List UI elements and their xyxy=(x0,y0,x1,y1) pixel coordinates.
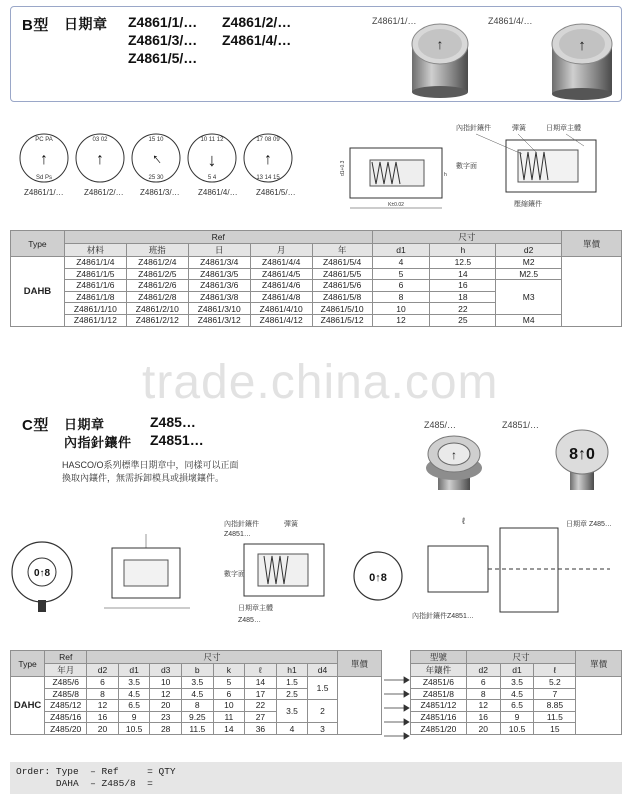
c-label-z485: Z485… xyxy=(238,617,261,624)
table-cell: Z4861/1/5 xyxy=(64,268,126,280)
table-cell: 28 xyxy=(150,723,182,735)
table-cell: 8.85 xyxy=(534,700,576,712)
table-cell: 6.5 xyxy=(500,700,534,712)
table-cell: 16 xyxy=(466,711,500,723)
b-code-2: Z4861/2/… xyxy=(222,14,292,30)
table-cell: Z4861/1/4 xyxy=(64,257,126,269)
svg-text:↑: ↑ xyxy=(451,448,457,462)
b-label-spring: 彈簧 xyxy=(512,125,526,132)
table-cell: 10 xyxy=(150,677,182,689)
table-cell: M2.5 xyxy=(496,268,562,280)
table-row xyxy=(11,268,622,280)
c-insert-text: 8↑0 xyxy=(569,446,595,463)
table-cell: 8 xyxy=(181,700,213,712)
c-side-diagram xyxy=(94,528,206,624)
b-label-inner-pointer: 內指針鑲件 xyxy=(456,125,491,132)
b-dim-d1: d1+0.3 xyxy=(340,160,346,176)
table-cell: 2 xyxy=(308,700,337,723)
table-cell: 5 xyxy=(213,677,245,689)
c-label-inner-stamp: 內指針鑲件Z4851… xyxy=(412,613,474,620)
b-dial-2 xyxy=(76,134,124,182)
table-cell: Z4851/6 xyxy=(411,677,467,689)
table-cell: 1.5 xyxy=(276,677,308,689)
table-cell: Z4861/2/8 xyxy=(126,291,188,303)
table-cell: 10.5 xyxy=(500,723,534,735)
c-sub-d3: d3 xyxy=(150,664,182,677)
table-cell: 3 xyxy=(308,723,337,735)
b-cross-section-diagram xyxy=(340,138,452,214)
table-cell: 11.5 xyxy=(181,723,213,735)
table-cell: Z4851/12 xyxy=(411,700,467,712)
b-dial-caption-5: Z4861/5/… xyxy=(256,188,296,197)
table-cell: Z4861/5/8 xyxy=(312,291,372,303)
table-cell: M4 xyxy=(496,314,562,326)
b-dim-h: h xyxy=(444,172,447,178)
table-cell: 7 xyxy=(534,688,576,700)
table-cell: 14 xyxy=(430,268,496,280)
b-dial-caption-4: Z4861/4/… xyxy=(198,188,238,197)
table-cell: 6 xyxy=(87,677,119,689)
table-cell: Z4861/3/5 xyxy=(188,268,250,280)
svg-text:17 08 09: 17 08 09 xyxy=(256,137,280,143)
table-cell: 12 xyxy=(372,314,430,326)
b-spec-table xyxy=(10,230,622,327)
table-cell: Z4861/4/5 xyxy=(250,268,312,280)
table-cell: Z4861/2/4 xyxy=(126,257,188,269)
table-cell: 12 xyxy=(150,688,182,700)
c-description-2: 換取內鑲件，無需拆卸模具或損壞鑲件。 xyxy=(62,473,225,483)
table-cell: Z4861/5/10 xyxy=(312,303,372,315)
table-cell: 3.5 xyxy=(181,677,213,689)
table-cell: Z4861/2/5 xyxy=(126,268,188,280)
table-cell: 4 xyxy=(372,257,430,269)
table-cell: 20 xyxy=(87,723,119,735)
b-dial-3 xyxy=(132,134,180,182)
table-cell: 27 xyxy=(245,711,277,723)
svg-text:Sd Ps: Sd Ps xyxy=(35,175,53,181)
b-code-4: Z4861/4/… xyxy=(222,32,292,48)
table-cell: 3.5 xyxy=(118,677,150,689)
table-cell: Z4861/5/12 xyxy=(312,314,372,326)
table-row xyxy=(411,677,622,689)
b-th-ref: Ref xyxy=(64,231,372,244)
b-dial-caption-2: Z4861/2/… xyxy=(84,188,124,197)
b-sub-d1: d1 xyxy=(372,244,430,257)
table-cell: Z4861/1/10 xyxy=(64,303,126,315)
table-cell: 23 xyxy=(150,711,182,723)
c-r-sub-l: ℓ xyxy=(534,664,576,677)
table-cell: Z4861/5/6 xyxy=(312,280,372,292)
svg-text:25 30: 25 30 xyxy=(148,175,164,181)
c-spec-table-left xyxy=(10,650,382,735)
table-cell: Z485/8 xyxy=(45,688,87,700)
c-sub-d2: d2 xyxy=(87,664,119,677)
table-cell: 4.5 xyxy=(500,688,534,700)
c-insert-front-text: 0↑8 xyxy=(369,572,387,584)
c-r-sub-insert: 年鑲件 xyxy=(411,664,467,677)
c-label-dim-l: ℓ xyxy=(462,516,465,526)
b-sub-h: h xyxy=(430,244,496,257)
table-cell: Z4861/1/12 xyxy=(64,314,126,326)
table-cell: Z4861/3/10 xyxy=(188,303,250,315)
order-line-2: DAHA – Z485/8 = xyxy=(16,778,153,789)
table-cell: 18 xyxy=(430,291,496,303)
table-cell: 11 xyxy=(213,711,245,723)
b-photo-caption-2: Z4861/4/… xyxy=(488,16,533,26)
svg-text:PC PA: PC PA xyxy=(35,137,53,143)
c-line1-code: Z485… xyxy=(150,414,196,430)
table-cell: 4.5 xyxy=(118,688,150,700)
table-cell: 16 xyxy=(430,280,496,292)
c-photo-caption-1: Z485/… xyxy=(424,420,457,430)
table-cell: Z4851/8 xyxy=(411,688,467,700)
table-cell: Z4861/3/12 xyxy=(188,314,250,326)
table-cell: 9.25 xyxy=(181,711,213,723)
c-type-label: C型 xyxy=(22,417,49,434)
table-cell: M2 xyxy=(496,257,562,269)
table-cell: M3 xyxy=(496,280,562,315)
table-cell: 6.5 xyxy=(118,700,150,712)
b-dial-caption-1: Z4861/1/… xyxy=(24,188,64,197)
c-label-z4851: Z4851… xyxy=(224,531,251,538)
b-dial-row xyxy=(18,128,318,192)
table-cell: 9 xyxy=(500,711,534,723)
table-cell: 12.5 xyxy=(430,257,496,269)
c-label-inner-pointer: 內指針鑲件 xyxy=(224,521,259,528)
svg-text:↑: ↑ xyxy=(96,151,104,168)
b-dial-1 xyxy=(20,134,68,182)
row-arrows xyxy=(382,674,410,750)
c-sub-d4: d4 xyxy=(308,664,337,677)
table-cell: Z4861/4/12 xyxy=(250,314,312,326)
c-label-date-stamp: 日期章 Z485… xyxy=(566,521,612,528)
svg-text:13 14 15: 13 14 15 xyxy=(256,175,280,181)
b-label-numeral: 數字面 xyxy=(456,163,477,170)
table-cell: Z485/12 xyxy=(45,700,87,712)
table-cell: 4 xyxy=(276,723,308,735)
table-cell: 22 xyxy=(430,303,496,315)
svg-text:5 4: 5 4 xyxy=(207,175,217,181)
table-cell: 20 xyxy=(150,700,182,712)
c-insert-front xyxy=(350,548,412,610)
table-cell: Z4861/3/8 xyxy=(188,291,250,303)
table-cell: 11.5 xyxy=(534,711,576,723)
b-stamp-photo-1 xyxy=(400,22,480,102)
b-dial-caption-3: Z4861/3/… xyxy=(140,188,180,197)
table-cell: Z4851/20 xyxy=(411,723,467,735)
watermark-text: trade.china.com xyxy=(142,356,499,409)
table-cell: 8 xyxy=(466,688,500,700)
c-stamp-photo-1 xyxy=(420,430,492,496)
table-cell: 15 xyxy=(534,723,576,735)
svg-text:15 10: 15 10 xyxy=(148,137,164,143)
table-row xyxy=(11,677,382,689)
b-type-label: B型 xyxy=(22,17,49,34)
b-code-5: Z4861/5/… xyxy=(128,50,198,66)
table-cell: 8 xyxy=(372,291,430,303)
c-sub-k: k xyxy=(213,664,245,677)
table-cell: Z4861/4/10 xyxy=(250,303,312,315)
c-sub-ym: 年月 xyxy=(45,664,87,677)
table-cell: 10 xyxy=(213,700,245,712)
c-sub-d1: d1 xyxy=(118,664,150,677)
c-line2-name: 內指針鑲件 xyxy=(64,435,132,450)
table-cell: 10 xyxy=(372,303,430,315)
c-assembly-diagram xyxy=(224,518,336,630)
table-cell: 17 xyxy=(245,688,277,700)
b-sub-shift: 班指 xyxy=(126,244,188,257)
c-r-price-cell xyxy=(576,677,622,735)
table-cell: Z4861/5/5 xyxy=(312,268,372,280)
c-th-price: 單價 xyxy=(337,651,381,677)
table-cell: Z4861/3/6 xyxy=(188,280,250,292)
svg-text:↑: ↑ xyxy=(148,150,166,169)
svg-text:↑: ↑ xyxy=(578,37,586,54)
table-cell: Z4861/3/4 xyxy=(188,257,250,269)
c-label-numeral: 數字面 xyxy=(224,571,245,578)
table-cell: Z4861/2/6 xyxy=(126,280,188,292)
table-cell: Z4861/4/6 xyxy=(250,280,312,292)
table-cell: 5.2 xyxy=(534,677,576,689)
c-sub-l: ℓ xyxy=(245,664,277,677)
c-th-size: 尺寸 xyxy=(87,651,338,664)
table-cell: 36 xyxy=(245,723,277,735)
table-cell: 5 xyxy=(372,268,430,280)
table-cell: 6 xyxy=(466,677,500,689)
table-cell: 6 xyxy=(372,280,430,292)
table-cell: 3.5 xyxy=(500,677,534,689)
c-insert-side-diagram xyxy=(410,516,624,622)
table-cell: 22 xyxy=(245,700,277,712)
b-sub-month: 月 xyxy=(250,244,312,257)
b-dial-5 xyxy=(244,134,292,182)
c-dial-text: 0↑8 xyxy=(33,568,51,579)
table-cell: 12 xyxy=(87,700,119,712)
table-cell: Z4861/4/4 xyxy=(250,257,312,269)
c-r-th-size: 尺寸 xyxy=(466,651,575,664)
b-label-fixed-nut: 壓縮鑲件 xyxy=(514,201,542,208)
b-dim-k: K±0.02 xyxy=(388,202,404,208)
b-sub-material: 材料 xyxy=(64,244,126,257)
svg-text:↓: ↓ xyxy=(207,150,217,170)
table-cell: 8 xyxy=(87,688,119,700)
table-cell: Z4861/1/8 xyxy=(64,291,126,303)
table-row xyxy=(11,314,622,326)
table-cell: Z4861/2/10 xyxy=(126,303,188,315)
svg-text:03 02: 03 02 xyxy=(92,137,108,143)
order-example xyxy=(10,762,622,794)
table-cell: 10.5 xyxy=(118,723,150,735)
b-sub-year: 年 xyxy=(312,244,372,257)
b-sub-d2: d2 xyxy=(496,244,562,257)
c-photo-caption-2: Z4851/… xyxy=(502,420,540,430)
table-cell: Z4861/2/12 xyxy=(126,314,188,326)
b-type-name: 日期章 xyxy=(64,16,108,32)
table-cell: 20 xyxy=(466,723,500,735)
b-dial-4 xyxy=(188,134,236,182)
svg-text:↑: ↑ xyxy=(40,151,48,168)
c-description-1: HASCO/O系列標準日期章中，同樣可以正面 xyxy=(62,460,239,470)
c-sub-h1: h1 xyxy=(276,664,308,677)
b-code-1: Z4861/1/… xyxy=(128,14,198,30)
table-row xyxy=(11,280,622,292)
c-r-sub-d2: d2 xyxy=(466,664,500,677)
c-label-spring: 彈簧 xyxy=(284,521,298,528)
table-cell: Z485/20 xyxy=(45,723,87,735)
svg-text:10 11 12: 10 11 12 xyxy=(200,137,224,143)
order-line-1: Order: Type – Ref = QTY xyxy=(16,766,176,777)
c-insert-photo xyxy=(550,426,616,496)
table-cell: 9 xyxy=(118,711,150,723)
c-th-type: Type xyxy=(11,651,45,677)
b-label-date-main: 日期章主體 xyxy=(546,125,581,132)
svg-text:↑: ↑ xyxy=(436,36,444,52)
table-cell: Z485/6 xyxy=(45,677,87,689)
table-cell: 4.5 xyxy=(181,688,213,700)
table-cell: Z485/16 xyxy=(45,711,87,723)
c-th-ref: Ref xyxy=(45,651,87,664)
c-price-cell xyxy=(337,677,381,735)
b-sub-day: 日 xyxy=(188,244,250,257)
table-cell: 25 xyxy=(430,314,496,326)
table-cell: 12 xyxy=(466,700,500,712)
table-row xyxy=(11,700,382,712)
svg-text:↑: ↑ xyxy=(264,151,272,168)
c-label-date-main: 日期章主體 xyxy=(238,605,273,612)
c-r-sub-d1: d1 xyxy=(500,664,534,677)
table-cell: Z4851/16 xyxy=(411,711,467,723)
b-photo-caption-1: Z4861/1/… xyxy=(372,16,417,26)
c-line2-code: Z4851… xyxy=(150,432,204,448)
b-code-3: Z4861/3/… xyxy=(128,32,198,48)
table-cell: Z4861/4/8 xyxy=(250,291,312,303)
c-r-th-model: 型號 xyxy=(411,651,467,664)
c-r-th-price: 單價 xyxy=(576,651,622,677)
c-spec-table-right xyxy=(410,650,622,735)
c-line1-name: 日期章 xyxy=(64,417,105,432)
table-cell: Z4861/1/6 xyxy=(64,280,126,292)
table-row xyxy=(11,257,622,269)
b-type-cell: DAHB xyxy=(11,257,65,327)
b-th-type: Type xyxy=(11,231,65,257)
table-cell: 14 xyxy=(213,723,245,735)
c-sub-b: b xyxy=(181,664,213,677)
table-cell: 6 xyxy=(213,688,245,700)
table-cell: 1.5 xyxy=(308,677,337,700)
b-price-cell xyxy=(562,257,622,327)
table-cell: 3.5 xyxy=(276,700,308,723)
b-th-price: 單價 xyxy=(562,231,622,257)
c-type-cell: DAHC xyxy=(11,677,45,735)
table-cell: 16 xyxy=(87,711,119,723)
b-stamp-photo-2 xyxy=(544,22,624,102)
b-th-size: 尺寸 xyxy=(372,231,561,244)
table-row xyxy=(11,723,382,735)
table-cell: Z4861/5/4 xyxy=(312,257,372,269)
table-cell: 14 xyxy=(245,677,277,689)
table-cell: 2.5 xyxy=(276,688,308,700)
c-dial-front xyxy=(6,530,86,614)
b-assembly-diagram xyxy=(456,120,626,214)
